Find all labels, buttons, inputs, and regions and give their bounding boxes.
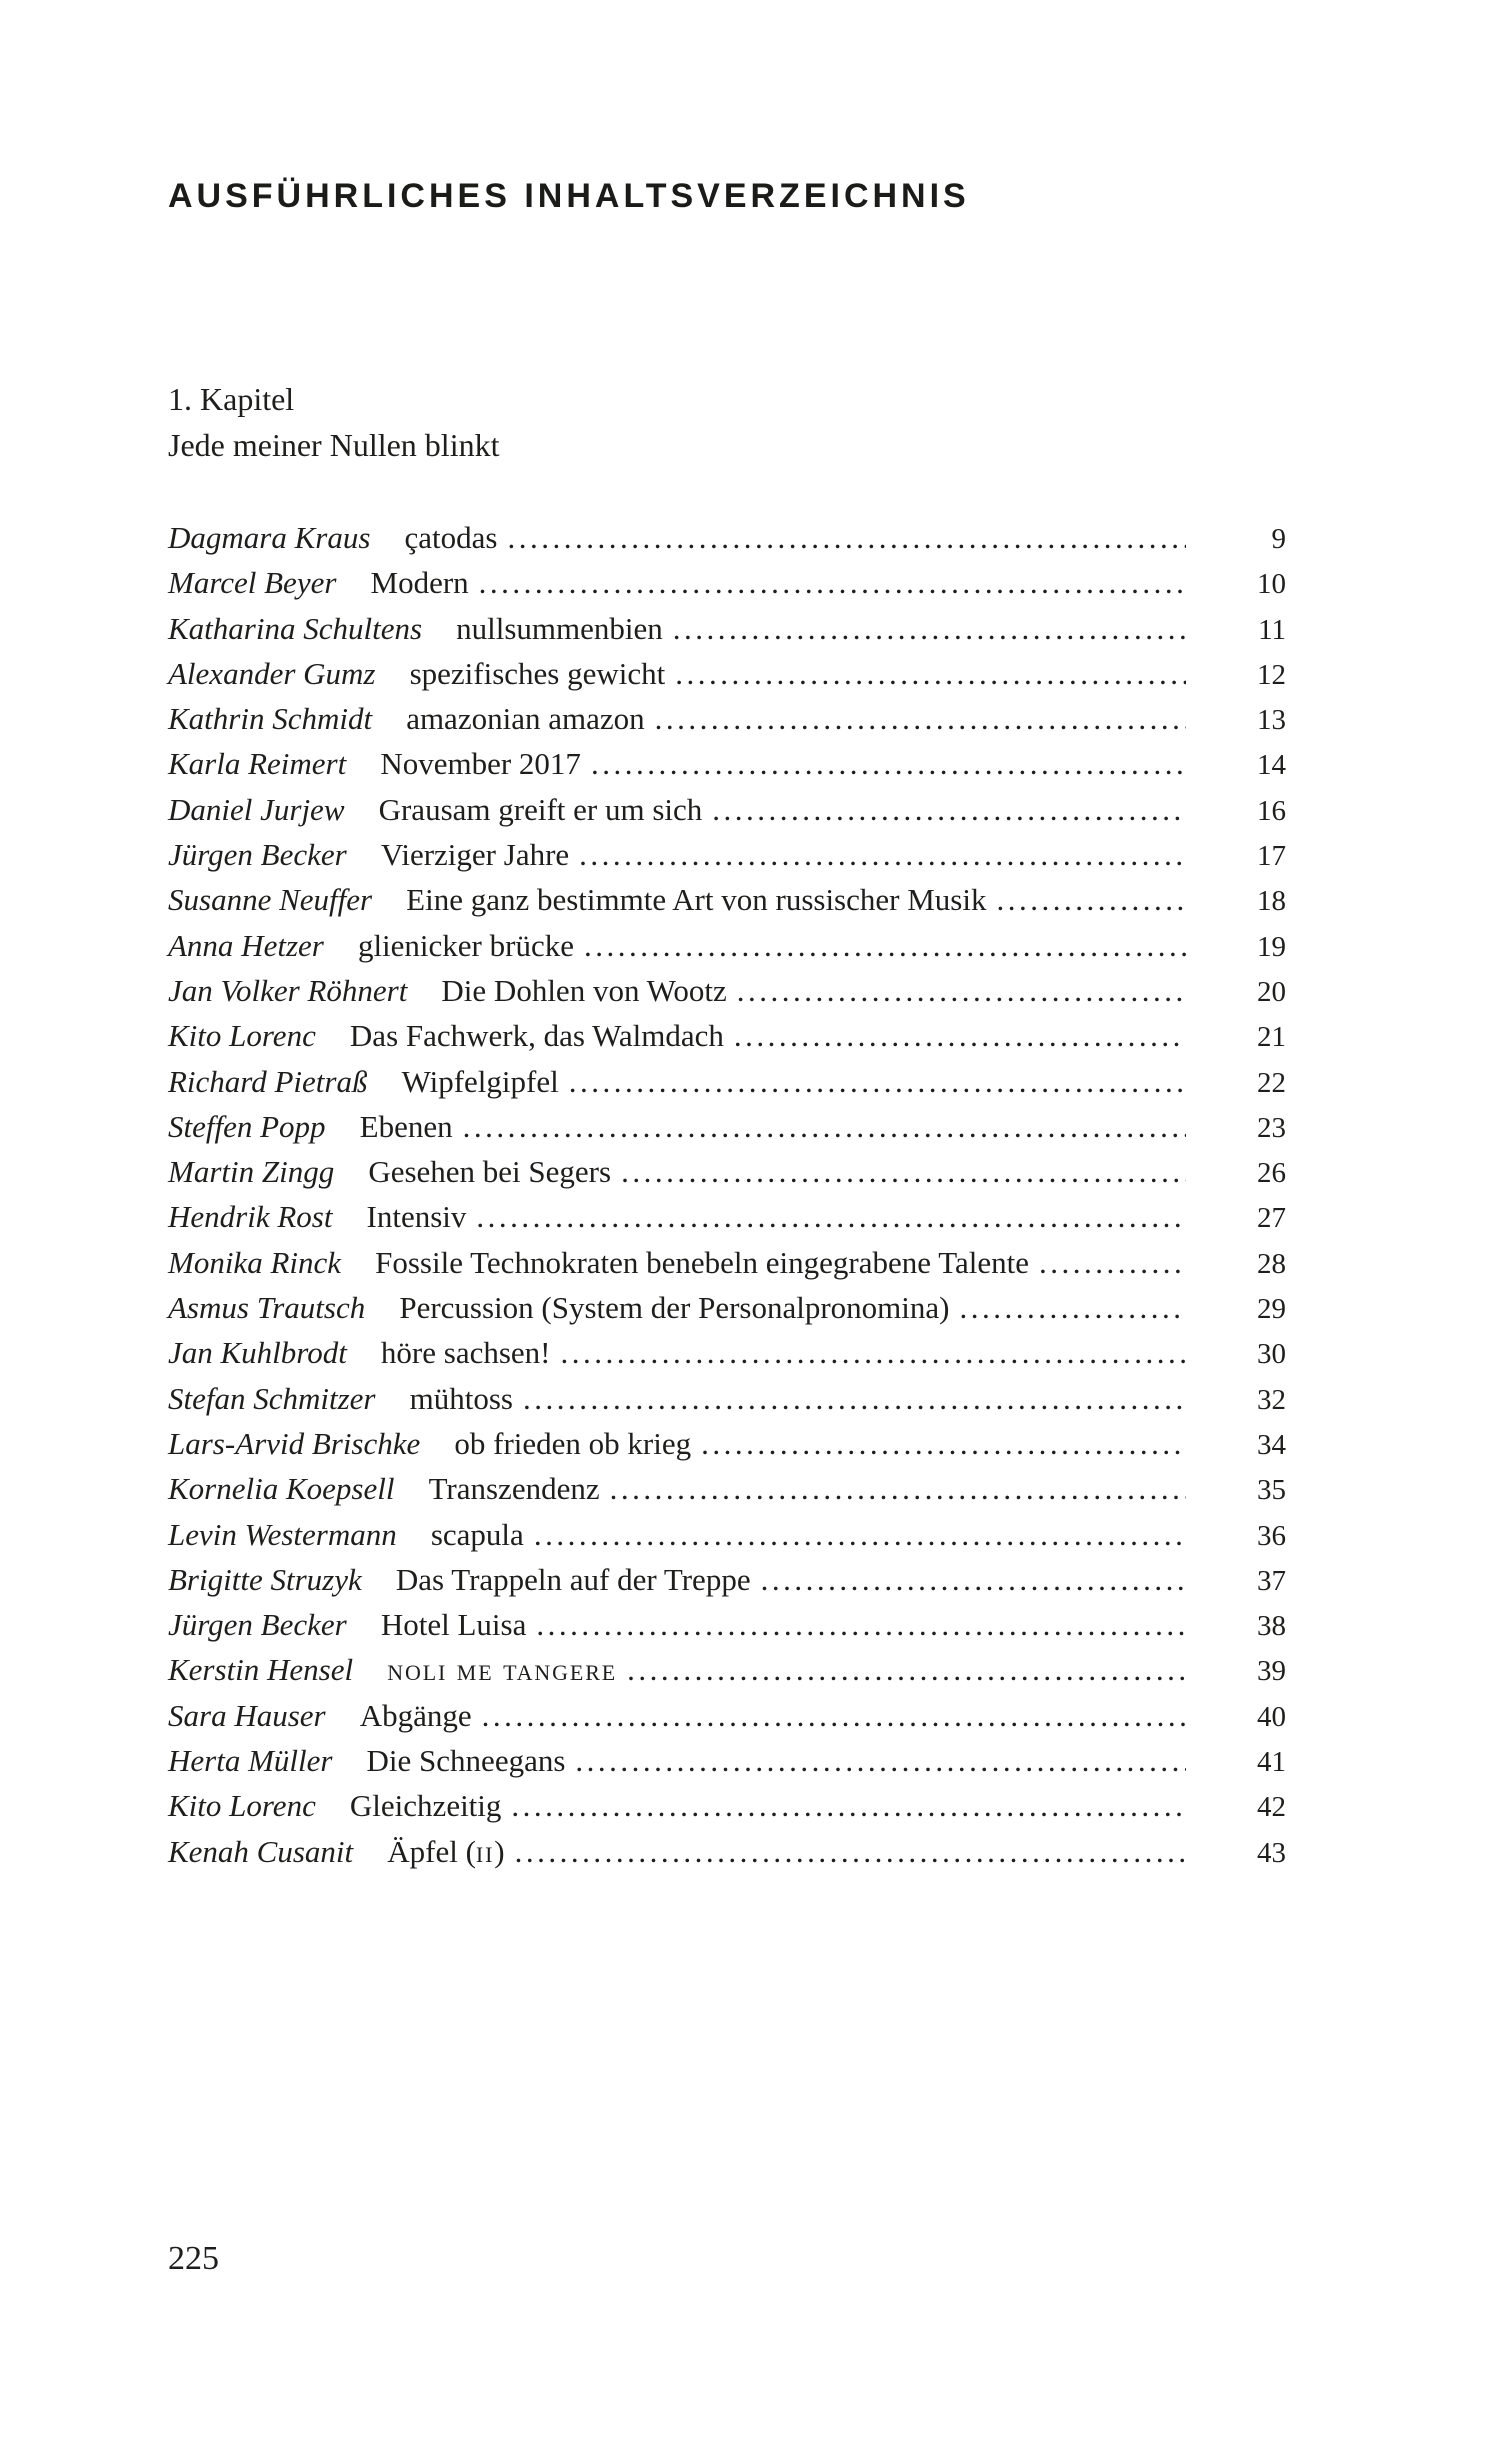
toc-author: Steffen Popp	[168, 1108, 326, 1144]
dot-leader	[702, 792, 1186, 828]
toc-author: Richard Pietraß	[168, 1063, 368, 1099]
dot-leader	[751, 1562, 1186, 1598]
toc-title: Hotel Luisa	[380, 1607, 527, 1643]
toc-page-number: 37	[1257, 1564, 1286, 1597]
toc-title: Grausam greift er um sich	[378, 791, 703, 827]
toc-author: Herta Müller	[168, 1743, 333, 1779]
chapter-heading	[168, 376, 499, 468]
toc-page-number: 20	[1257, 975, 1286, 1008]
toc-page-number: 19	[1257, 930, 1286, 963]
dot-leader	[617, 1652, 1186, 1688]
toc-title: Abgänge	[359, 1697, 472, 1733]
toc-page-number: 18	[1257, 885, 1286, 918]
toc-page-number: 27	[1257, 1202, 1286, 1235]
dot-leader	[524, 1517, 1186, 1553]
toc-author: Jürgen Becker	[168, 837, 347, 873]
toc-author: Sara Hauser	[168, 1697, 326, 1733]
toc-page-number: 13	[1257, 704, 1286, 737]
toc-entry	[168, 746, 1286, 791]
toc-title: Äpfel (ii)	[387, 1833, 505, 1869]
toc-title: glienicker brücke	[357, 927, 574, 963]
dot-leader	[466, 1199, 1186, 1235]
dot-leader	[600, 1471, 1186, 1507]
toc-entry	[168, 611, 1286, 656]
toc-page-number: 12	[1257, 658, 1286, 691]
toc-page-number: 40	[1257, 1700, 1286, 1733]
toc-title: amazonian amazon	[406, 701, 645, 737]
dot-leader	[727, 973, 1186, 1009]
toc-page-number: 17	[1257, 840, 1286, 873]
dot-leader	[645, 701, 1186, 737]
toc-title: Percussion (System der Personalpronomina)	[399, 1290, 950, 1326]
toc-page-number: 28	[1257, 1247, 1286, 1280]
toc-page-number: 11	[1258, 613, 1286, 646]
toc-author: Alexander Gumz	[168, 655, 376, 691]
toc-page-number: 23	[1257, 1111, 1286, 1144]
toc-entry	[168, 1290, 1286, 1335]
toc-title: Transzendenz	[428, 1471, 600, 1507]
toc-entry	[168, 882, 1286, 927]
toc-entry	[168, 1698, 1286, 1743]
toc-author: Kenah Cusanit	[168, 1833, 354, 1869]
toc-entry	[168, 1064, 1286, 1109]
toc-page-number: 16	[1257, 794, 1286, 827]
toc-author: Jan Kuhlbrodt	[168, 1335, 347, 1371]
toc-list	[168, 520, 1286, 1879]
toc-page-number: 29	[1257, 1293, 1286, 1326]
toc-entry	[168, 928, 1286, 973]
toc-page-number: 39	[1257, 1655, 1286, 1688]
toc-author: Lars-Arvid Brischke	[168, 1425, 421, 1461]
toc-author: Kathrin Schmidt	[168, 701, 373, 737]
toc-page-number: 32	[1257, 1383, 1286, 1416]
dot-leader	[691, 1426, 1186, 1462]
dot-leader	[472, 1698, 1186, 1734]
toc-author: Levin Westermann	[168, 1516, 397, 1552]
dot-leader	[526, 1607, 1186, 1643]
toc-title: Das Fachwerk, das Walmdach	[349, 1018, 724, 1054]
toc-entry	[168, 1517, 1286, 1562]
toc-author: Dagmara Kraus	[168, 520, 371, 555]
toc-title: scapula	[430, 1516, 524, 1552]
toc-entry	[168, 792, 1286, 837]
dot-leader	[550, 1335, 1186, 1371]
toc-page-number: 9	[1271, 523, 1286, 555]
toc-author: Marcel Beyer	[168, 565, 337, 601]
dot-leader	[501, 1788, 1186, 1824]
toc-page-number: 26	[1257, 1157, 1286, 1190]
toc-title: November 2017	[380, 746, 581, 782]
toc-page-number: 21	[1257, 1021, 1286, 1054]
toc-author: Brigitte Struzyk	[168, 1561, 362, 1597]
toc-title: spezifisches gewicht	[409, 655, 666, 691]
dot-leader	[1029, 1245, 1186, 1281]
dot-leader	[505, 1834, 1186, 1870]
toc-author: Stefan Schmitzer	[168, 1380, 376, 1416]
toc-entry	[168, 1199, 1286, 1244]
toc-title: mühtoss	[409, 1380, 513, 1416]
toc-entry	[168, 1562, 1286, 1607]
toc-page-number: 34	[1257, 1428, 1286, 1461]
toc-author: Karla Reimert	[168, 746, 347, 782]
toc-page-number: 41	[1257, 1746, 1286, 1779]
toc-title: Das Trappeln auf der Treppe	[395, 1561, 751, 1597]
dot-leader	[665, 656, 1186, 692]
toc-entry	[168, 973, 1286, 1018]
toc-page-number: 42	[1257, 1791, 1286, 1824]
dot-leader	[724, 1018, 1186, 1054]
toc-author: Anna Hetzer	[168, 927, 324, 963]
toc-title: Die Dohlen von Wootz	[441, 972, 727, 1008]
page-title: AUSFÜHRLICHES INHALTSVERZEICHNIS	[168, 177, 970, 215]
toc-entry	[168, 1381, 1286, 1426]
toc-author: Kornelia Koepsell	[168, 1471, 395, 1507]
dot-leader	[497, 520, 1186, 556]
toc-entry	[168, 1471, 1286, 1516]
dot-leader	[569, 837, 1186, 873]
chapter-number: 1. Kapitel	[168, 381, 295, 417]
toc-author: Jürgen Becker	[168, 1607, 347, 1643]
toc-entry	[168, 1335, 1286, 1380]
toc-author: Asmus Trautsch	[168, 1290, 366, 1326]
toc-author: Kito Lorenc	[168, 1018, 316, 1054]
dot-leader	[453, 1109, 1186, 1145]
toc-title: Eine ganz bestimmte Art von russischer Musik	[406, 882, 987, 918]
toc-title: Fossile Technokraten benebeln eingegrabene Talente	[375, 1244, 1029, 1280]
dot-leader	[950, 1290, 1187, 1326]
toc-author: Daniel Jurjew	[168, 791, 345, 827]
dot-leader	[559, 1064, 1186, 1100]
toc-title: nullsummenbien	[456, 610, 663, 646]
toc-author: Kerstin Hensel	[168, 1652, 354, 1688]
toc-entry	[168, 837, 1286, 882]
toc-entry	[168, 1426, 1286, 1471]
toc-entry	[168, 656, 1286, 701]
toc-page-number: 30	[1257, 1338, 1286, 1371]
toc-page-number: 22	[1257, 1066, 1286, 1099]
dot-leader	[574, 928, 1186, 964]
toc-title: Ebenen	[359, 1108, 453, 1144]
toc-title: Modern	[370, 565, 469, 601]
toc-entry	[168, 1018, 1286, 1063]
toc-title: Gleichzeitig	[349, 1788, 502, 1824]
toc-entry	[168, 565, 1286, 610]
dot-leader	[565, 1743, 1186, 1779]
dot-leader	[663, 611, 1186, 647]
dot-leader	[581, 746, 1186, 782]
toc-entry	[168, 520, 1286, 565]
toc-entry	[168, 1154, 1286, 1199]
toc-title: Gesehen bei Segers	[368, 1154, 612, 1190]
dot-leader	[986, 882, 1186, 918]
toc-author: Martin Zingg	[168, 1154, 335, 1190]
toc-page-number: 35	[1257, 1474, 1286, 1507]
toc-author: Hendrik Rost	[168, 1199, 333, 1235]
toc-entry	[168, 1245, 1286, 1290]
toc-title: ob frieden ob krieg	[454, 1425, 692, 1461]
toc-title: Vierziger Jahre	[380, 837, 570, 873]
toc-author: Katharina Schultens	[168, 610, 423, 646]
toc-entry	[168, 1652, 1286, 1697]
toc-page-number: 38	[1257, 1610, 1286, 1643]
toc-entry	[168, 1788, 1286, 1833]
toc-title: Intensiv	[366, 1199, 467, 1235]
toc-page-number: 14	[1257, 749, 1286, 782]
toc-page-number: 10	[1257, 568, 1286, 601]
toc-entry	[168, 1109, 1286, 1154]
toc-author: Kito Lorenc	[168, 1788, 316, 1824]
dot-leader	[469, 565, 1186, 601]
dot-leader	[513, 1381, 1186, 1417]
toc-entry	[168, 1743, 1286, 1788]
page-number-folio: 225	[168, 2240, 219, 2277]
toc-title: Wipfelgipfel	[401, 1063, 559, 1099]
toc-entry	[168, 1607, 1286, 1652]
toc-page-number: 43	[1257, 1836, 1286, 1869]
toc-entry	[168, 701, 1286, 746]
toc-author: Monika Rinck	[168, 1244, 342, 1280]
toc-author: Jan Volker Röhnert	[168, 972, 408, 1008]
toc-page-number: 36	[1257, 1519, 1286, 1552]
toc-title: çatodas	[404, 520, 498, 555]
dot-leader	[611, 1154, 1186, 1190]
toc-title: noli me tangere	[387, 1652, 618, 1688]
toc-title: höre sachsen!	[380, 1335, 551, 1371]
toc-author: Susanne Neuffer	[168, 882, 373, 918]
chapter-title: Jede meiner Nullen blinkt	[168, 427, 500, 463]
toc-entry	[168, 1834, 1286, 1879]
toc-title: Die Schneegans	[366, 1743, 566, 1779]
